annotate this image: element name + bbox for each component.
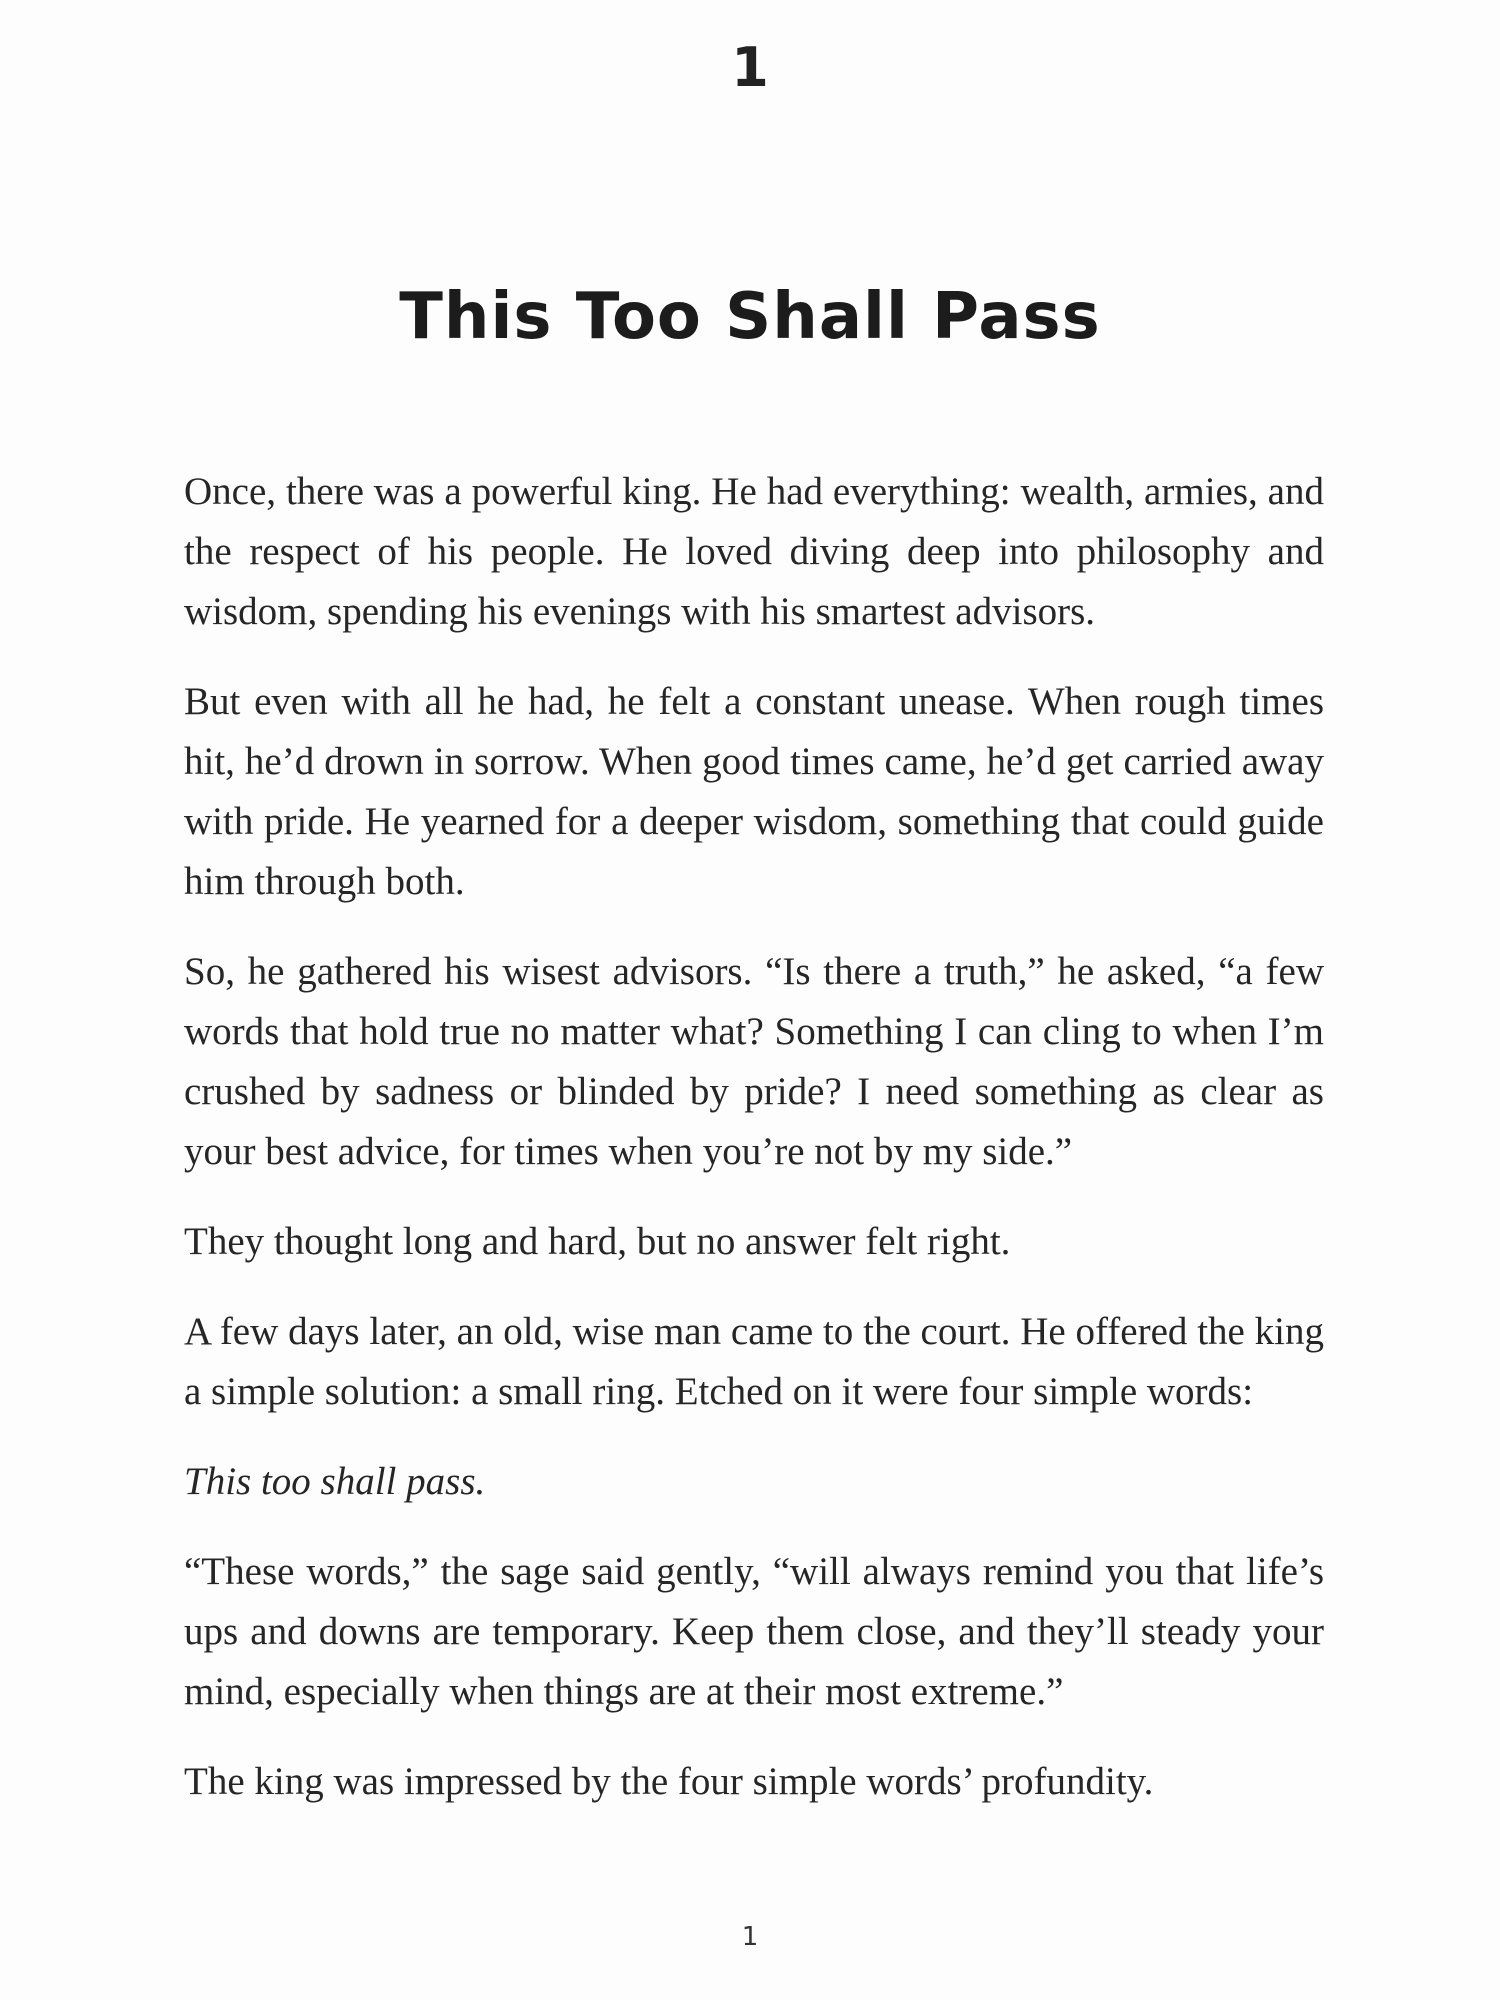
paragraph-8: The king was impressed by the four simple words’ profundity. (184, 1760, 1154, 1803)
ring-inscription: This too shall pass. (184, 1460, 486, 1503)
paragraph-5: A few days later, an old, wise man came to the court. He offered the king a simple solution: a small ring. Etched on it were four simple words: (184, 1310, 1324, 1413)
chapter-number: 1 (731, 36, 769, 99)
paragraph-1: Once, there was a powerful king. He had everything: wealth, armies, and the respect of his people. He loved diving deep into philosophy and wisdom, spending his evenings with his smartest advisors. (184, 470, 1324, 633)
chapter-title: This Too Shall Pass (399, 280, 1101, 354)
paragraph-3: So, he gathered his wisest advisors. “Is there a truth,” he asked, “a few words that hold true no matter what? Something I can cling to when I’m crushed by sadness or blinded by pride? I need something as clear as your best advice, for times when you’re not by my side.” (184, 950, 1324, 1173)
paragraph-2: But even with all he had, he felt a constant unease. When rough times hit, he’d drown in sorrow. When good times came, he’d get carried away with pride. He yearned for a deeper wisdom, something that could guide him through both. (184, 680, 1324, 903)
page-number: 1 (741, 1922, 759, 1952)
paragraph-4: They thought long and hard, but no answer felt right. (184, 1220, 1011, 1263)
chapter-body (184, 462, 1324, 1842)
paragraph-7: “These words,” the sage said gently, “will always remind you that life’s ups and downs are temporary. Keep them close, and they’ll steady your mind, especially when things are at their most extreme.” (184, 1550, 1324, 1713)
